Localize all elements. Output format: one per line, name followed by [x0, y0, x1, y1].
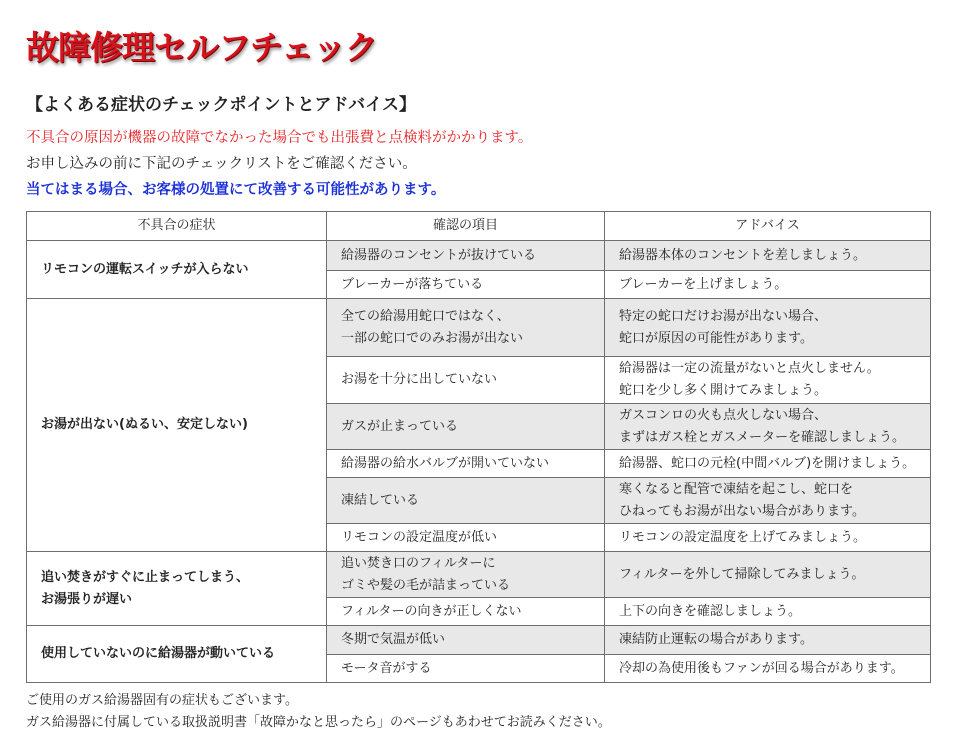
check-item-cell: 給湯器の給水バルブが開いていない [327, 450, 605, 478]
symptom-cell: 追い焚きがすぐに止まってしまう、 お湯張りが遅い [27, 552, 327, 626]
advice-cell: 特定の蛇口だけお湯が出ない場合、 蛇口が原因の可能性があります。 [605, 299, 931, 357]
table-header-row [27, 212, 931, 241]
header-symptom: 不具合の症状 [27, 212, 327, 241]
header-check-item: 確認の項目 [327, 212, 605, 241]
advice-cell: 給湯器は一定の流量がないと点火しません。 蛇口を少し多く開けてみましょう。 [605, 357, 931, 404]
advice-cell: フィルターを外して掃除してみましょう。 [605, 552, 931, 598]
advice-cell: 凍結防止運転の場合があります。 [605, 626, 931, 655]
check-item-cell: 給湯器のコンセントが抜けている [327, 241, 605, 271]
section-heading: 【よくある症状のチェックポイントとアドバイス】 [26, 95, 416, 115]
advice-cell: 給湯器、蛇口の元栓(中間バルブ)を開けましょう。 [605, 450, 931, 478]
check-item-cell: 冬期で気温が低い [327, 626, 605, 655]
check-instruction: お申し込みの前に下記のチェックリストをご確認ください。 [26, 156, 417, 172]
symptom-cell: 使用していないのに給湯器が動いている [27, 626, 327, 683]
advice-cell: 上下の向きを確認しましょう。 [605, 598, 931, 626]
table-row [27, 552, 931, 598]
table-row [27, 299, 931, 357]
check-item-cell: お湯を十分に出していない [327, 357, 605, 404]
symptom-cell: リモコンの運転スイッチが入らない [27, 241, 327, 299]
advice-cell: ガスコンロの火も点火しない場合、 まずはガス栓とガスメーターを確認しましょう。 [605, 404, 931, 450]
check-item-cell: 凍結している [327, 478, 605, 524]
table-row [27, 626, 931, 655]
advice-cell: 給湯器本体のコンセントを差しましょう。 [605, 241, 931, 271]
check-item-cell: 追い焚き口のフィルターに ゴミや髪の毛が詰まっている [327, 552, 605, 598]
advice-cell: 冷却の為使用後もファンが回る場合があります。 [605, 655, 931, 683]
checklist-table [26, 211, 931, 683]
footer-manual-note: ガス給湯器に付属している取扱説明書「故障かなと思ったら」のページもあわせてお読みください。 [26, 715, 611, 730]
symptom-cell: お湯が出ない(ぬるい、安定しない) [27, 299, 327, 552]
check-item-cell: ガスが止まっている [327, 404, 605, 450]
header-advice: アドバイス [605, 212, 931, 241]
advice-cell: ブレーカーを上げましょう。 [605, 271, 931, 299]
advice-cell: 寒くなると配管で凍結を起こし、蛇口を ひねってもお湯が出ない場合があります。 [605, 478, 931, 524]
check-item-cell: 全ての給湯用蛇口ではなく、 一部の蛇口でのみお湯が出ない [327, 299, 605, 357]
advice-cell: リモコンの設定温度を上げてみましょう。 [605, 524, 931, 552]
page-title: 故障修理セルフチェック [26, 28, 378, 67]
check-item-cell: フィルターの向きが正しくない [327, 598, 605, 626]
improvement-notice: 当てはまる場合、お客様の処置にて改善する可能性があります。 [26, 182, 446, 198]
footer-note: ご使用のガス給湯器固有の症状もございます。 [26, 693, 298, 708]
check-item-cell: リモコンの設定温度が低い [327, 524, 605, 552]
fee-notice: 不具合の原因が機器の故障でなかった場合でも出張費と点検料がかかります。 [26, 130, 533, 146]
check-item-cell: モータ音がする [327, 655, 605, 683]
check-item-cell: ブレーカーが落ちている [327, 271, 605, 299]
table-row [27, 241, 931, 271]
